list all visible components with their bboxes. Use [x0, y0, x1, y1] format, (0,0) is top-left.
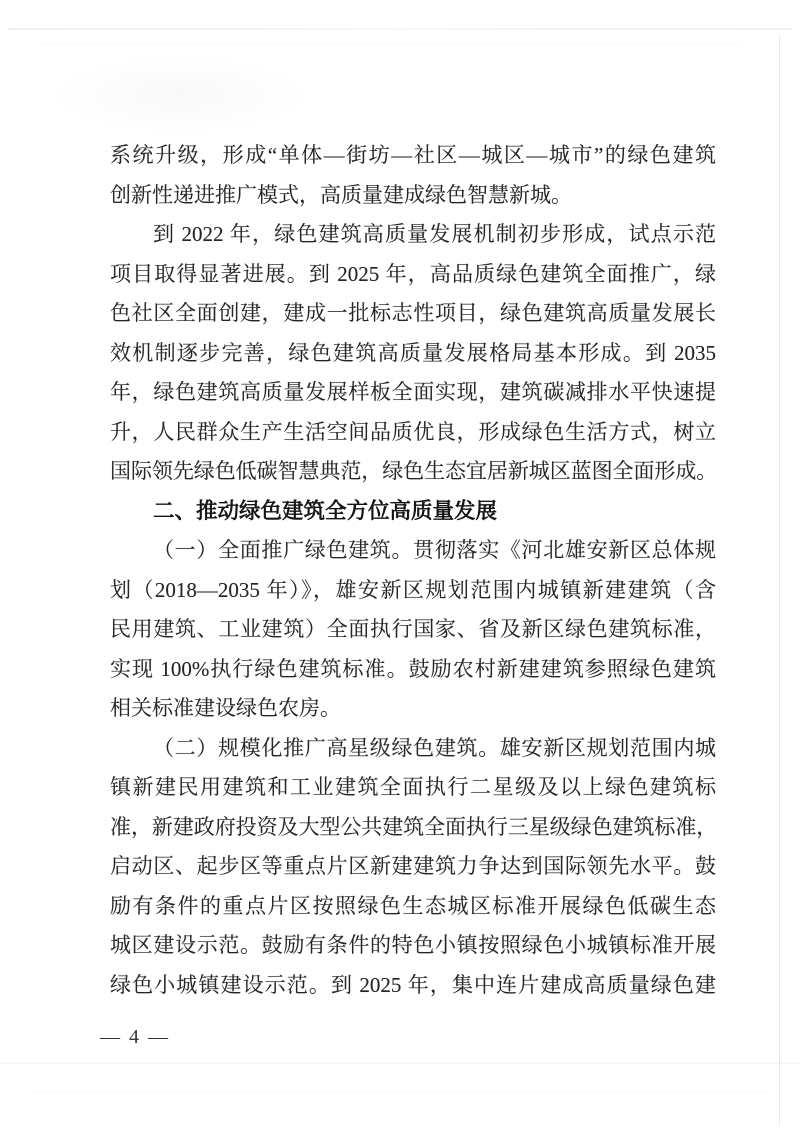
- scan-artifact-top-streak: [8, 28, 792, 30]
- body-line: 城区建设示范。鼓励有条件的特色小镇按照绿色小城镇标准开展: [110, 933, 716, 957]
- scan-artifact-top-streak-2: [40, 44, 740, 45]
- body-line: （二）规模化推广高星级绿色建筑。雄安新区规划范围内城: [153, 735, 716, 760]
- body-line: 年，绿色建筑高质量发展样板全面实现，建筑碳减排水平快速提: [110, 380, 716, 404]
- body-line: 升，人民群众生产生活空间品质优良，形成绿色生活方式，树立: [110, 419, 716, 444]
- body-line: 划（2018—2035 年）》，雄安新区规划范围内城镇新建建筑（含: [110, 577, 716, 602]
- document-body: [110, 136, 716, 1005]
- body-line: 准，新建政府投资及大型公共建筑全面执行三星级绿色建筑标准，: [110, 814, 716, 839]
- page-footer: [100, 1022, 170, 1052]
- body-line: 项目取得显著进展。到 2025 年，高品质绿色建筑全面推广，绿: [110, 261, 716, 286]
- scan-artifact-bottom-streak-2: [30, 1092, 770, 1093]
- body-line: 相关标准建设绿色农房。: [110, 696, 341, 720]
- scan-artifact-bottom-streak: [0, 1062, 800, 1064]
- body-line: 实现 100%执行绿色建筑标准。鼓励农村新建建筑参照绿色建筑: [110, 656, 716, 681]
- body-line: 绿色小城镇建设示范。到 2025 年，集中连片建成高质量绿色建: [110, 972, 716, 997]
- body-line: 镇新建民用建筑和工业建筑全面执行二星级及以上绿色建筑标: [110, 775, 716, 799]
- scan-artifact-smudge: [50, 55, 310, 135]
- body-line: 启动区、起步区等重点片区新建建筑力争达到国际领先水平。鼓: [110, 854, 716, 878]
- scan-artifact-right-edge: [779, 36, 780, 1126]
- body-line: 色社区全面创建，建成一批标志性项目，绿色建筑高质量发展长: [110, 301, 716, 325]
- body-line: 民用建筑、工业建筑）全面执行国家、省及新区绿色建筑标准，: [110, 617, 716, 641]
- body-line: 国际领先绿色低碳智慧典范，绿色生态宜居新城区蓝图全面形成。: [110, 459, 716, 483]
- body-line: 励有条件的重点片区按照绿色生态城区标准开展绿色低碳生态: [110, 893, 716, 918]
- page-number: — 4 —: [100, 1026, 170, 1048]
- section-heading: 二、推动绿色建筑全方位高质量发展: [153, 498, 498, 523]
- body-line: 系统升级，形成“单体—街坊—社区—城区—城市”的绿色建筑: [110, 143, 716, 167]
- body-line: 到 2022 年，绿色建筑高质量发展机制初步形成，试点示范: [153, 222, 716, 246]
- body-line: 效机制逐步完善，绿色建筑高质量发展格局基本形成。到 2035: [110, 340, 716, 365]
- body-line: 创新性递进推广模式，高质量建成绿色智慧新城。: [110, 182, 572, 207]
- body-line: （一）全面推广绿色建筑。贯彻落实《河北雄安新区总体规: [153, 538, 716, 562]
